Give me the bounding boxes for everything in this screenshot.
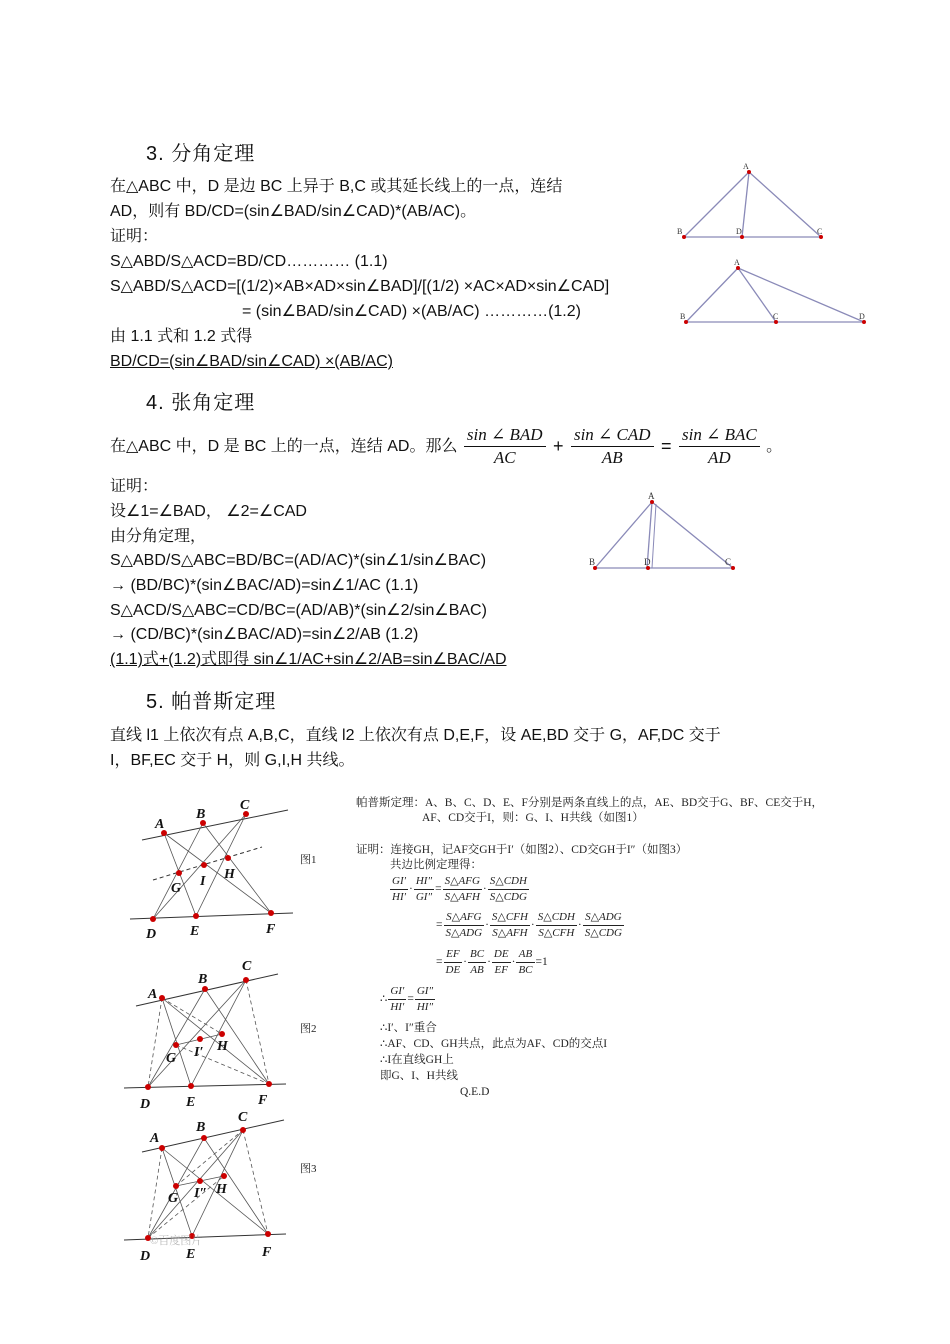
svg-text:C: C (817, 227, 823, 236)
sec4-formula-line (110, 424, 782, 469)
proof-line-1: 帕普斯定理：A、B、C、D、E、F分别是两条直线上的点，AE、BD交于G、BF、CE交于H， (356, 797, 824, 809)
triangle-figure-3 (586, 488, 742, 576)
pappus-figure-3 (124, 1110, 317, 1264)
section-3-heading: 3. 分角定理 (146, 143, 256, 165)
fraction-3-numerator: sin ∠ BAC (679, 424, 760, 447)
fraction: S△AFG S△ADG (445, 911, 483, 939)
proof-line-s4: 即G、I、H共线 (380, 1070, 458, 1082)
fraction: $\frac{GI'}{HI'}$ (390, 985, 405, 1013)
fig2-label: 图2 (300, 1023, 317, 1035)
svg-text:C: C (773, 312, 779, 321)
svg-text:A: A (150, 1131, 160, 1146)
triangle-figure-1 (674, 160, 870, 248)
sec4-proof-4: S△ABD/S△ABC=BD/BC=(AD/AC)*(sin∠1/sin∠BAC) (110, 552, 487, 569)
sec4-proof-2: 设∠1=∠BAD， ∠2=∠CAD (110, 503, 307, 520)
pappus-figures (120, 788, 330, 1264)
sec5-line-1: 直线 l1 上依次有点 A,B,C，直线 l2 上依次有点 D,E,F，设 AE,BD 交于 G，AF,DC 交于 (110, 727, 721, 744)
svg-text:D: D (140, 1097, 151, 1112)
svg-text:F: F (262, 1245, 272, 1260)
svg-text:G: G (171, 881, 182, 896)
sec3-line-7: 由 1.1 式和 1.2 式得 (110, 328, 253, 345)
fraction-1-denominator: AC (493, 448, 516, 467)
sec3-line-4: S△ABD/S△ACD=BD/CD………… (1.1) (110, 253, 388, 270)
svg-text:C: C (240, 798, 250, 813)
fraction: $\frac{HI''}{GI''}$ (415, 875, 433, 903)
section-4-heading: 4. 张角定理 (146, 392, 256, 414)
sec5-line-2: I，BF,EC 交于 H，则 G,I,H 共线。 (110, 752, 355, 769)
svg-text:C: C (242, 959, 252, 974)
sec4-proof-1: 证明： (110, 478, 159, 495)
proof-line-s3: ∴I在直线GH上 (380, 1054, 454, 1066)
proof-row-1: $\frac{GI'}{HI'}$ · $\frac{HI''}{GI''}$ = S△AFG S△AFH · S△CDH S△CDG (392, 875, 527, 903)
section-5-heading: 5. 帕普斯定理 (146, 691, 277, 713)
fraction: S△CDH S△CDG (489, 875, 527, 903)
fraction-1-numerator: sin ∠ BAD (464, 424, 546, 447)
svg-text:D: D (736, 227, 742, 236)
svg-text:H: H (224, 867, 235, 882)
proof-line-3: 证明：连接GH，记AF交GH于I′（如图2）、CD交GH于I″（如图3） (356, 844, 688, 856)
fraction: $\frac{GI''}{HI''}$ (416, 985, 434, 1013)
sec4-proof-6: S△ACD/S△ABC=CD/BC=(AD/AB)*(sin∠2/sin∠BAC) (110, 602, 487, 619)
watermark: ©百度图片 (150, 1235, 203, 1247)
svg-text:D: D (644, 557, 651, 567)
fraction-2-numerator: sin ∠ CAD (571, 424, 654, 447)
svg-text:D: D (146, 927, 157, 942)
proof-qed: Q.E.D (460, 1086, 490, 1098)
formula-fraction-1 (464, 424, 546, 469)
fraction: S△AFG S△AFH (444, 875, 480, 903)
proof-row-3: = $\frac{EF}{DE}$ · $\frac{BC}{AB}$ · $\frac{DE}{EF}$ · $\frac{AB}{BC}$ =1 (436, 948, 548, 976)
svg-text:B: B (196, 1120, 206, 1135)
proof-line-s2: ∴AF、CD、GH共点，此点为AF、CD的交点I (380, 1038, 608, 1050)
svg-text:B: B (198, 972, 208, 987)
formula-fraction-3 (679, 424, 760, 469)
fig1-label: 图1 (300, 854, 317, 866)
fraction: $\frac{GI'}{HI'}$ (392, 875, 407, 903)
svg-text:A: A (648, 491, 655, 501)
svg-text:B: B (677, 227, 683, 236)
sec3-line-3: 证明： (110, 228, 159, 245)
fraction-2-denominator: AB (601, 448, 623, 467)
svg-text:I: I (200, 874, 206, 889)
svg-text:G: G (166, 1051, 177, 1066)
sec4-proof-3: 由分角定理， (110, 528, 207, 545)
fig3-label: 图3 (300, 1163, 317, 1175)
svg-text:F: F (266, 922, 276, 937)
sec3-conclusion: BD/CD=(sin∠BAD/sin∠CAD) ×(AB/AC) (110, 353, 393, 370)
proof-line-2: AF、CD交于I，则：G、I、H共线（如图1） (422, 812, 644, 824)
proof-row-2: = S△AFG S△ADG · S△CFH S△AFH · S△CDH S△CFH · S△ADG S△CDG (436, 911, 622, 939)
fraction: S△ADG S△CDG (584, 911, 622, 939)
fraction: $\frac{BC}{AB}$ (470, 948, 485, 976)
svg-text:B: B (196, 807, 206, 822)
svg-text:D: D (859, 312, 865, 321)
sec3-line-2: AD，则有 BD/CD=(sin∠BAD/sin∠CAD)*(AB/AC)。 (110, 203, 477, 220)
fraction: $\frac{EF}{DE}$ (445, 948, 461, 976)
svg-text:A: A (734, 258, 740, 267)
svg-text:H: H (216, 1182, 227, 1197)
svg-text:E: E (186, 1247, 196, 1262)
sec4-proof-5: → (BD/BC)*(sin∠BAC/AD)=sin∠1/AC (1.1) (110, 577, 419, 594)
pappus-figure-1 (130, 798, 317, 942)
proof-line-4: 共边比例定理得： (390, 859, 482, 871)
formula-fraction-2 (571, 424, 654, 469)
svg-text:D: D (140, 1249, 151, 1264)
sec3-line-6: = (sin∠BAD/sin∠CAD) ×(AB/AC) …………(1.2) (242, 303, 581, 320)
svg-text:A: A (148, 987, 158, 1002)
sec3-line-5: S△ABD/S△ACD=[(1/2)×AB×AD×sin∠BAD]/[(1/2) ×AC×AD×sin∠CAD] (110, 278, 610, 295)
svg-text:H: H (217, 1039, 228, 1054)
svg-text:C: C (238, 1110, 248, 1125)
svg-text:A: A (155, 817, 165, 832)
svg-text:I′: I′ (194, 1045, 204, 1060)
formula-period: 。 (766, 438, 783, 455)
svg-text:F: F (258, 1093, 268, 1108)
sec3-line-1: 在△ABC 中，D 是边 BC 上异于 B,C 或其延长线上的一点，连结 (110, 178, 563, 195)
svg-text:B: B (589, 557, 596, 567)
svg-text:C: C (725, 557, 732, 567)
equals-sign: = (661, 436, 672, 456)
fraction: $\frac{DE}{EF}$ (493, 948, 509, 976)
svg-text:G: G (168, 1191, 179, 1206)
pappus-figure-2 (124, 959, 317, 1112)
svg-text:B: B (680, 312, 686, 321)
svg-text:A: A (743, 162, 749, 171)
sec4-intro: 在△ABC 中，D 是 BC 上的一点，连结 AD。那么 (110, 438, 458, 455)
svg-text:E: E (186, 1095, 196, 1110)
sec4-proof-7: → (CD/BC)*(sin∠BAC/AD)=sin∠2/AB (1.2) (110, 626, 419, 643)
proof-row-4: ∴ $\frac{GI'}{HI'}$ = $\frac{GI''}{HI''}$ (380, 985, 434, 1013)
svg-text:I″: I″ (194, 1186, 208, 1201)
fraction-3-denominator: AD (708, 448, 731, 467)
fraction: $\frac{AB}{BC}$ (518, 948, 533, 976)
proof-line-s1: ∴I′、I″重合 (380, 1022, 437, 1034)
fraction: S△CDH S△CFH (537, 911, 575, 939)
sec4-conclusion: (1.1)式+(1.2)式即得 sin∠1/AC+sin∠2/AB=sin∠BAC/AD (110, 651, 507, 668)
fraction: S△CFH S△AFH (491, 911, 528, 939)
plus-sign: + (553, 436, 564, 456)
svg-text:E: E (190, 924, 200, 939)
triangle-figure-2 (674, 255, 874, 327)
